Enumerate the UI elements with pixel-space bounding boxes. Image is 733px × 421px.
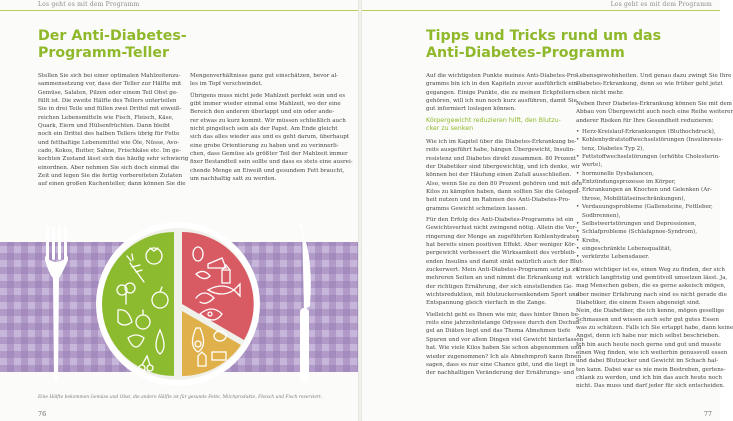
text-line: Auf die wichtigsten Punkte meines Anti-Diabetes-Pro- <box>426 73 579 79</box>
text-line: gramms bin ich in den Kapiteln zuvor ausführlich ein- <box>426 81 579 88</box>
text-line: um nachhaltig satt zu werden. <box>190 176 277 183</box>
list-item: • Entzündungsprozesse im Körper, <box>576 178 714 186</box>
text-line: ten kann. Dabei war es nie mein Bestreben, gertens- <box>576 366 726 373</box>
right-body-paragraph-4 <box>576 72 732 97</box>
text-line: chende Menge an Eiweiß und gesundem Fett braucht, <box>190 167 345 174</box>
text-line: mehreren Seiten an und nimmt die Erkrankung mit <box>426 275 573 282</box>
text-line: wieder zugenommen? Ich als Abnehmprofi kann Ihnen <box>426 353 582 360</box>
left-headline-line-2: Programm-Teller <box>38 45 169 61</box>
text-line: zuckerwert. Mein Anti-Diabetes-Programm setzt ja zu <box>426 267 579 274</box>
text-line: Für den Erfolg des Anti-Diabetes-Programms ist ein <box>426 217 574 223</box>
left-headline <box>38 28 187 62</box>
text-line: was zu schätzen. Falls ich Sie ertappt habe, dann keine <box>576 324 733 331</box>
list-item: • Krebs, <box>576 237 714 245</box>
page-number-left: 76 <box>38 410 47 418</box>
text-line: Abbau von Übergewicht auch noch eine Reihe weiterer <box>576 109 733 116</box>
text-line: und dabei Blutzucker und Gewicht im Schach hal- <box>576 358 719 365</box>
health-risk-list <box>576 128 724 262</box>
left-page <box>0 0 358 421</box>
text-line: Gemüse, Salaten, Pilzen oder einem Teil Obst ge- <box>38 89 179 96</box>
list-item: tenz, Diabetes Typ 2), <box>582 145 645 152</box>
right-body-paragraph-6 <box>576 266 733 391</box>
text-line: Stellen Sie sich bei einer optimalen Mahlzeitenzu- <box>38 73 181 79</box>
text-line: Lebensgewohnheiten. Und genau dazu zwingt Sie Ihre <box>576 73 732 79</box>
left-body-paragraph-1 <box>38 72 189 189</box>
right-page <box>362 0 733 421</box>
text-line: gibt immer wieder einmal eine Mahlzeit, wo der eine <box>190 101 341 108</box>
text-line: resistenz und Diabetes direkt zusammen. 80 Prozent <box>426 155 577 162</box>
subheading-line: cker zu senken <box>426 125 474 133</box>
text-line: einen Weg finden, wie ich weiterhin genussvoll essen <box>576 350 728 356</box>
text-line: nicht. Das muss und darf jeder für sich entscheiden. <box>576 383 725 390</box>
text-line: mag Menschen geben, die es gerne askeisch mögen, <box>576 283 726 290</box>
text-line: rer etwas zu kurz kommt. Wir müssen schließlich auch <box>190 117 346 124</box>
text-line: Mengenverhältnisse ganz gut einschätzen, bevor al- <box>190 73 339 79</box>
left-running-head: Los geht es mit dem Programm <box>38 1 140 8</box>
list-item: • Fettstoffwechselstörungen (erhöhte Cholesterin- <box>576 153 714 161</box>
text-line: noch ein Drittel des halben Tellers übrig für Fette <box>38 131 180 138</box>
text-line: Umso wichtiger ist es, einen Weg zu finden, der sich <box>576 266 725 273</box>
left-body-paragraph-3 <box>190 92 353 184</box>
right-headline <box>426 28 661 62</box>
text-line: eben nicht mehr. <box>576 89 624 96</box>
text-line: wirklich langfristig und gemütvoll umsetzen lässt. Ja, <box>576 274 728 281</box>
text-line: Vielleicht geht es Ihnen wie mir, dass hinter Ihnen be- <box>426 311 580 318</box>
text-line: Gewichtsverlust nicht zwingend nötig. Allein die Ver- <box>426 225 577 232</box>
text-line: nicht pingelisch sein als der Papst. Am Ende gleicht <box>190 126 338 133</box>
text-line: gut informiert loslegen können. <box>426 106 516 113</box>
list-item: • Erkrankungen an Knochen und Gelenken (Ar- <box>576 186 714 194</box>
text-line: Spuren und vor allem Dingen viel Gewicht hinterlassen <box>426 336 584 343</box>
text-line: Entspannung gleich vierfach in die Zange. <box>426 300 547 307</box>
right-column-2 <box>576 72 733 394</box>
list-item: • Selbstwertstörungen und Depressionen, <box>576 220 714 228</box>
text-line: ringerung der Menge an zugeführten Kohlenhydraten <box>426 233 580 240</box>
left-body-paragraph-2 <box>190 72 339 89</box>
text-line: Nein, die Diabetiker, die ich kenne, mögen gesellige <box>576 308 725 315</box>
subheading-line: Körpergewicht reduzieren hilft, den Blutzu- <box>426 116 561 124</box>
list-item: • verkürzte Lebensdauer. <box>576 253 714 261</box>
text-line: hat. Wie viele Kilos haben Sie schon abgenommen und <box>426 345 582 352</box>
section-subheading <box>426 117 570 134</box>
text-line: pergewicht verbessert die Wirksamkeit des verbleib- <box>426 250 577 257</box>
text-line: und fetthaltige Lebensmittel wie Öle, Nüsse, Avo- <box>38 139 179 146</box>
right-intro-paragraph <box>426 72 579 114</box>
list-item: werte), <box>582 162 603 169</box>
right-headline-line-1: Tipps und Tricks rund um das <box>426 28 662 44</box>
right-running-head-bar <box>362 0 720 11</box>
text-line: Ich bin auch heute noch gerne und gut und musste <box>576 341 722 348</box>
text-line: Bereich den anderen überlappt und ein oder ande- <box>190 109 335 116</box>
text-line: les im Topf verschwindet. <box>190 81 263 88</box>
text-line: sich das alles wieder aus und es geht darum, überhaupt <box>190 134 350 141</box>
text-line: Wie ich im Kapitel über die Diabetes-Erkrankung be- <box>426 138 577 145</box>
text-line: aber meiner Erfahrung nach sind es nicht gerade die <box>576 291 727 298</box>
text-line: gegangen. Einige Punkte, die zu meinen Eckpfeilern <box>426 89 576 96</box>
text-line: Kilos zu kämpfen haben, dann sollten Sie die Gelegen- <box>426 188 581 195</box>
text-line: reits ausgeführt habe, hängen Übergewicht, Insulin- <box>426 147 576 154</box>
text-line: Also, wenn Sie zu den 80 Prozent gehören und mit den <box>426 180 583 187</box>
text-line: der richtigen Ernährung, der sich einstellenden Ge- <box>426 283 574 290</box>
right-body-paragraph-5 <box>576 100 733 125</box>
right-headline-line-2: Anti-Diabetes-Programm <box>426 45 625 61</box>
text-line: reichen Lebensmitteln wie Fisch, Fleisch, Käse, <box>38 114 174 121</box>
text-line: kochten Zustand lässt sich das häufig sehr schwierig <box>38 156 189 163</box>
right-body-paragraph-3 <box>426 311 584 378</box>
list-item: • Kohlenhydratstoffwechselstörungen (Insulinresis- <box>576 136 714 144</box>
plate-illustration <box>0 218 358 390</box>
text-line: können bei der Häufung einen Zufall ausschließen. <box>426 172 572 179</box>
text-line: Übrigens muss nicht jede Mahlzeit perfekt sein und es <box>190 92 346 99</box>
text-line: Zeit und legen Sie die fertig vorbereiteten Zutaten <box>38 173 183 180</box>
list-item: • Schlafprobleme (Schlafapnoe-Syndrom), <box>576 228 714 236</box>
right-running-head: Los geht es mit dem Programm <box>610 1 712 8</box>
list-item: • hormonelle Dysbalancen, <box>576 170 714 178</box>
text-line: reits eine jahrzehntelange Odyssee durch den Dschun- <box>426 320 582 327</box>
text-line: Schmausen und wissen auch sehr gut gutes Essen <box>576 316 719 323</box>
text-line: eine grobe Orientierung zu haben und zu verinnerli- <box>190 142 339 149</box>
text-line: fixer Bestandteil sein sollte und dass es stets eine ausrei- <box>190 159 353 166</box>
text-line: heit nutzen und im Rahmen des Anti-Diabetes-Pro- <box>426 197 571 204</box>
left-column-2 <box>190 72 353 186</box>
right-body-paragraph-1 <box>426 138 583 213</box>
text-line: einordnen. Aber nehmen Sie sich doch einmal die <box>38 164 180 171</box>
right-body-paragraph-2 <box>426 216 584 308</box>
text-line: füllt ist. Die zweite Hälfte des Tellers unterteilen <box>38 98 177 105</box>
text-line: Diabetiker, die einem Essen abgeneigt sind. <box>576 299 701 306</box>
text-line: auf einen großen Kuchenteller, dann können Sie die <box>38 181 186 188</box>
text-line: Sie in drei Teile und füllen zwei Drittel mit eiweiß- <box>38 106 182 113</box>
text-line: der nachhaltigen Veränderung der Ernährungs- und <box>426 370 575 377</box>
list-item: Sodbrennen), <box>582 212 621 219</box>
text-line: Neben Ihrer Diabetes-Erkrankung können Sie mit dem <box>576 101 732 108</box>
page-number-right: 77 <box>703 410 712 418</box>
text-line: der Diabetiker sind übergewichtig, und ich denke, wir <box>426 163 581 170</box>
list-item: • Herz-Kreislauf-Erkrankungen (Bluthochdruck), <box>576 128 714 136</box>
text-line: Angst, denn ich habe nur mich selbst beschrieben. <box>576 333 720 340</box>
text-line: cado, Kokos, Butter, Sahne, Frischkäse etc. Im ge- <box>38 148 181 155</box>
text-line: gramms Gewicht schmelzen lassen. <box>426 205 528 212</box>
list-item: • eingeschränkte Lebensqualität, <box>576 245 714 253</box>
text-line: Diabetes-Erkrankung, denn so wie früher geht jetzt <box>576 81 723 88</box>
left-headline-line-1: Der Anti-Diabetes- <box>38 28 187 44</box>
text-line: gehören, will ich nun noch kurz ausführen, damit Sie <box>426 98 577 105</box>
text-line: enden Insulins und damit sinkt natürlich auch der Blut- <box>426 258 584 265</box>
text-line: chlank zu werden, und ich bin das auch heute noch <box>576 375 722 382</box>
text-line: sammensetzung vor, dass der Teller zur Hälfte mit <box>38 81 182 88</box>
text-line: wichtsreduktion, mit blutzuckersenkendem Sport und <box>426 292 580 299</box>
left-running-head-bar <box>0 0 358 11</box>
plate-caption: Eine Hälfte bekommen Gemüse und Obst, die andere Hälfte ist für gesunde Fette, Milchprodukte, Fleisch und Fisch reserviert. <box>38 395 323 400</box>
text-line: sagen, dass es nur eine Chance gibt, und die liegt in <box>426 361 575 368</box>
text-line: chen, dass Gemüse als größter Teil der Mahlzeit immer <box>190 151 348 158</box>
text-line: hat bereits einen positiven Effekt. Aber weniger Kör- <box>426 242 577 249</box>
list-item: • Verdauungsprobleme (Gallensteine, Fettleber, <box>576 203 714 211</box>
left-column-1 <box>38 72 189 192</box>
text-line: anderer Risiken für Ihre Gesundheit reduzieren: <box>576 117 714 124</box>
text-line: Quark, Eiern und Hülsenfrüchten. Dann bleibt <box>38 123 170 130</box>
text-line: gel an Diäten liegt und das Thema Abnehmen tiefe <box>426 328 571 335</box>
right-column-1 <box>426 72 584 381</box>
list-item: throse, Mobilitätseinschränkungen), <box>582 195 686 202</box>
